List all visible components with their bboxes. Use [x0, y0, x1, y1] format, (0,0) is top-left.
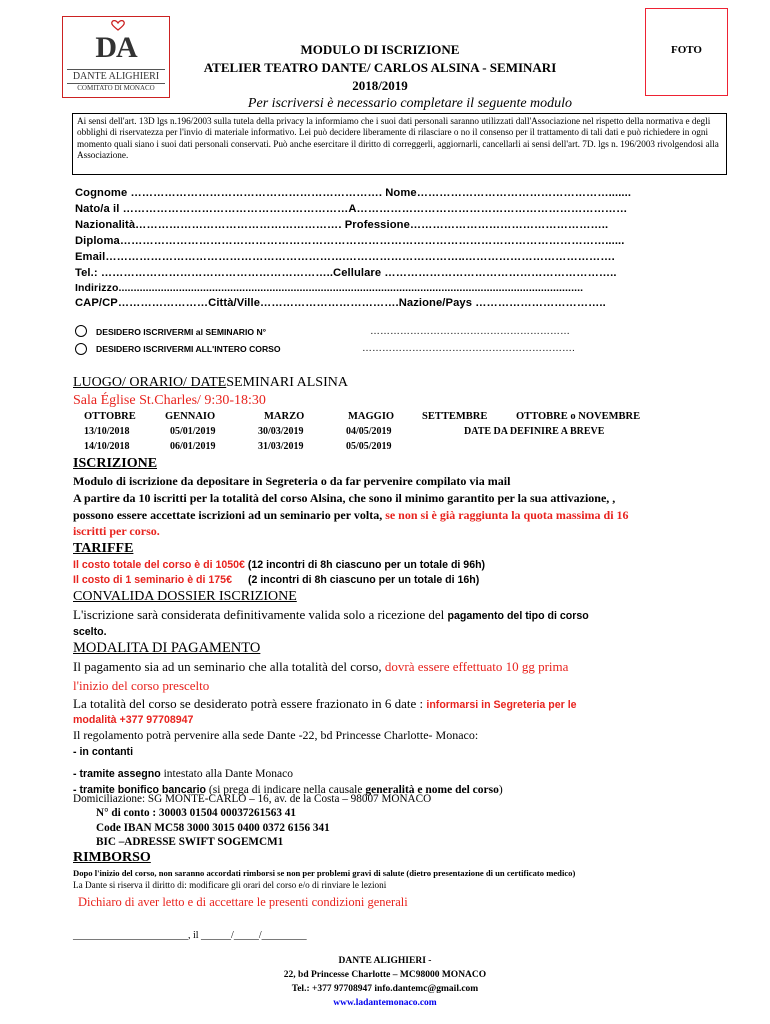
signature-line[interactable]: _______________________, il ______/_____/_________: [73, 930, 307, 941]
tariffe-corso: Il costo totale del corso è di 1050€ (12 incontri di 8h ciascuno per un totale di 96h): [73, 559, 486, 571]
field-nato-a[interactable]: Nato/a il ……………………………………………………A………………………………………………………………: [75, 203, 628, 215]
pagamento-bic: BIC –ADRESSE SWIFT SOGEMCM1: [96, 836, 284, 848]
pagamento-conto: N° di conto : 30003 01504 00037261563 41: [96, 807, 296, 819]
privacy-notice: Ai sensi dell'art. 13D lgs n.196/2003 sulla tutela della privacy la informiamo che i suoi dati personali saranno utilizzati dall'Associazione nel rispetto della normativa e degli obblighi di riservatezza per l'invio di materiale informativo. Lei può decidere liberamente di rilasciare o no il consenso per il trattamento di tali dati e può richiedere in ogni momento quali siano i suoi dati personali conservati. Può anche esercitare il diritto di correggerli, aggiornarli, cancellarli ai sensi dell'art. 7D. lgs n. 196/2003 rivolgendosi alla Associazione.: [72, 113, 727, 175]
month-settembre: SETTEMBRE: [422, 411, 488, 422]
convalida-heading: CONVALIDA DOSSIER ISCRIZIONE: [73, 589, 297, 604]
heart-icon: [111, 20, 125, 31]
rimborso-line2: La Dante si riserva il diritto di: modificare gli orari del corso e/o di rinviare le lezioni: [73, 880, 387, 890]
pagamento-line3: La totalità del corso se desiderato potrà essere frazionato in 6 date : informarsi in Segreteria per le: [73, 696, 577, 711]
pagamento-line1: Il pagamento sia ad un seminario che alla totalità del corso, dovrà essere effettuato 10 gg prima: [73, 659, 569, 674]
date-1-4: 04/05/2019: [346, 426, 392, 437]
iscrizione-heading: ISCRIZIONE: [73, 456, 158, 471]
option-seminario-label: DESIDERO ISCRIVERMI al SEMINARIO N°: [96, 327, 267, 337]
dates-tbd: DATE DA DEFINIRE A BREVE: [464, 426, 605, 437]
option-intero-corso-dots[interactable]: ……………………………………………………….: [362, 343, 575, 354]
tariffe-heading: TARIFFE: [73, 541, 134, 556]
field-cognome-nome[interactable]: Cognome …………………………………………………………. Nome…………………………………………….......: [75, 187, 632, 199]
radio-seminario[interactable]: [75, 325, 87, 337]
option-intero-corso-label: DESIDERO ISCRIVERMI ALL'INTERO CORSO: [96, 344, 281, 354]
iscrizione-line4: iscritti per corso.: [73, 524, 160, 538]
footer-website-wrap: [180, 998, 590, 1008]
pagamento-line4: modalità +377 97708947: [73, 714, 194, 726]
form-year: 2018/2019: [352, 78, 408, 93]
radio-intero-corso[interactable]: [75, 343, 87, 355]
date-1-3: 30/03/2019: [258, 426, 304, 437]
month-ottobre-novembre: OTTOBRE o NOVEMBRE: [516, 411, 641, 422]
pagamento-line2: l'inizio del corso prescelto: [73, 678, 210, 693]
iscrizione-line1: Modulo di iscrizione da depositare in Segreteria o da far pervenire compilato via mail: [73, 474, 511, 488]
form-title: MODULO DI ISCRIZIONE: [300, 42, 460, 57]
month-gennaio: GENNAIO: [165, 411, 216, 422]
date-1-2: 05/01/2019: [170, 426, 216, 437]
pagamento-iban: Code IBAN MC58 3000 3015 0400 0372 6156 341: [96, 822, 330, 834]
convalida-line2: scelto.: [73, 626, 107, 638]
option-seminario-dots[interactable]: ……………………………………………………: [370, 326, 570, 337]
month-marzo: MARZO: [264, 411, 305, 422]
month-maggio: MAGGIO: [348, 411, 395, 422]
logo-line2: COMITATO DI MONACO: [77, 84, 155, 92]
dante-alighieri-logo: [62, 16, 170, 98]
footer-org: DANTE ALIGHIERI -: [338, 956, 432, 966]
pagamento-assegno: - tramite assegno intestato alla Dante Monaco: [73, 768, 293, 780]
footer-address: 22, bd Princesse Charlotte – MC98000 MONACO: [283, 970, 487, 980]
schedule-heading: LUOGO/ ORARIO/ DATESEMINARI ALSINA: [73, 375, 348, 390]
logo-monogram: DA: [95, 31, 137, 64]
date-2-1: 14/10/2018: [84, 441, 130, 452]
footer-contact: Tel.: +377 97708947 info.dantemc@gmail.com: [291, 984, 479, 994]
pagamento-domiciliazione: Domiciliazione: SG MONTE-CARLO – 16, av. de la Costa – 98007 MONACO: [73, 793, 432, 805]
date-1-1: 13/10/2018: [84, 426, 130, 437]
photo-box: FOTO: [645, 8, 728, 96]
date-2-2: 06/01/2019: [170, 441, 216, 452]
month-ottobre: OTTOBRE: [84, 411, 136, 422]
field-cap-citta-nazione[interactable]: CAP/CP……………………Città/Ville……………………………….Nazione/Pays ……………………………..: [75, 297, 606, 309]
form-subtitle-course: ATELIER TEATRO DANTE/ CARLOS ALSINA - SEMINARI: [203, 60, 557, 75]
schedule-place: Sala Église St.Charles/ 9:30-18:30: [73, 393, 266, 408]
field-indirizzo[interactable]: Indirizzo..........................................................................................................................................................: [75, 282, 584, 294]
rimborso-declaration: Dichiaro di aver letto e di accettare le presenti condizioni generali: [78, 895, 408, 909]
iscrizione-line3: possono essere accettate iscrizioni ad un seminario per volta, se non si è già raggiunta la quota massima di 16: [73, 508, 629, 522]
date-2-4: 05/05/2019: [346, 441, 392, 452]
footer-website-link[interactable]: www.ladantemonaco.com: [333, 998, 437, 1008]
iscrizione-line2: A partire da 10 iscritti per la totalità del corso Alsina, che sono il minimo garantito per la sua attivazione, ,: [73, 491, 616, 505]
logo-line1: DANTE ALIGHIERI: [67, 69, 165, 84]
pagamento-bonifico: - tramite bonifico bancario (si prega di indicare nella causale generalità e nome del corso): [73, 784, 503, 796]
convalida-line1: L'iscrizione sarà considerata definitivamente valida solo a ricezione del pagamento del tipo di corso: [73, 607, 589, 622]
field-nazionalita-professione[interactable]: Nazionalità………………………………………………. Professione……………………………………………..: [75, 219, 609, 231]
pagamento-heading: MODALITA DI PAGAMENTO: [73, 640, 261, 656]
pagamento-line5: Il regolamento potrà pervenire alla sede Dante -22, bd Princesse Charlotte- Monaco:: [73, 728, 479, 742]
field-diploma[interactable]: Diploma…………………………………………………………………………………………………………………......: [75, 235, 625, 247]
field-email[interactable]: Email……………………………………………………….…………………………..………………………………….: [75, 251, 615, 263]
rimborso-heading: RIMBORSO: [73, 850, 151, 865]
form-instruction: Per iscriversi è necessario completare il seguente modulo: [247, 96, 573, 111]
pagamento-contanti: - in contanti: [73, 746, 134, 758]
date-2-3: 31/03/2019: [258, 441, 304, 452]
tariffe-seminario: Il costo di 1 seminario è di 175€ (2 incontri di 8h ciascuno per un totale di 16h): [73, 574, 480, 586]
rimborso-line1: Dopo l'inizio del corso, non saranno accordati rimborsi se non per problemi gravi di salute (dietro presentazione di un certificato medico): [73, 868, 576, 878]
field-tel-cellulare[interactable]: Tel.: ……………………………………………………..Cellulare ……………………………………………………..: [75, 267, 617, 279]
